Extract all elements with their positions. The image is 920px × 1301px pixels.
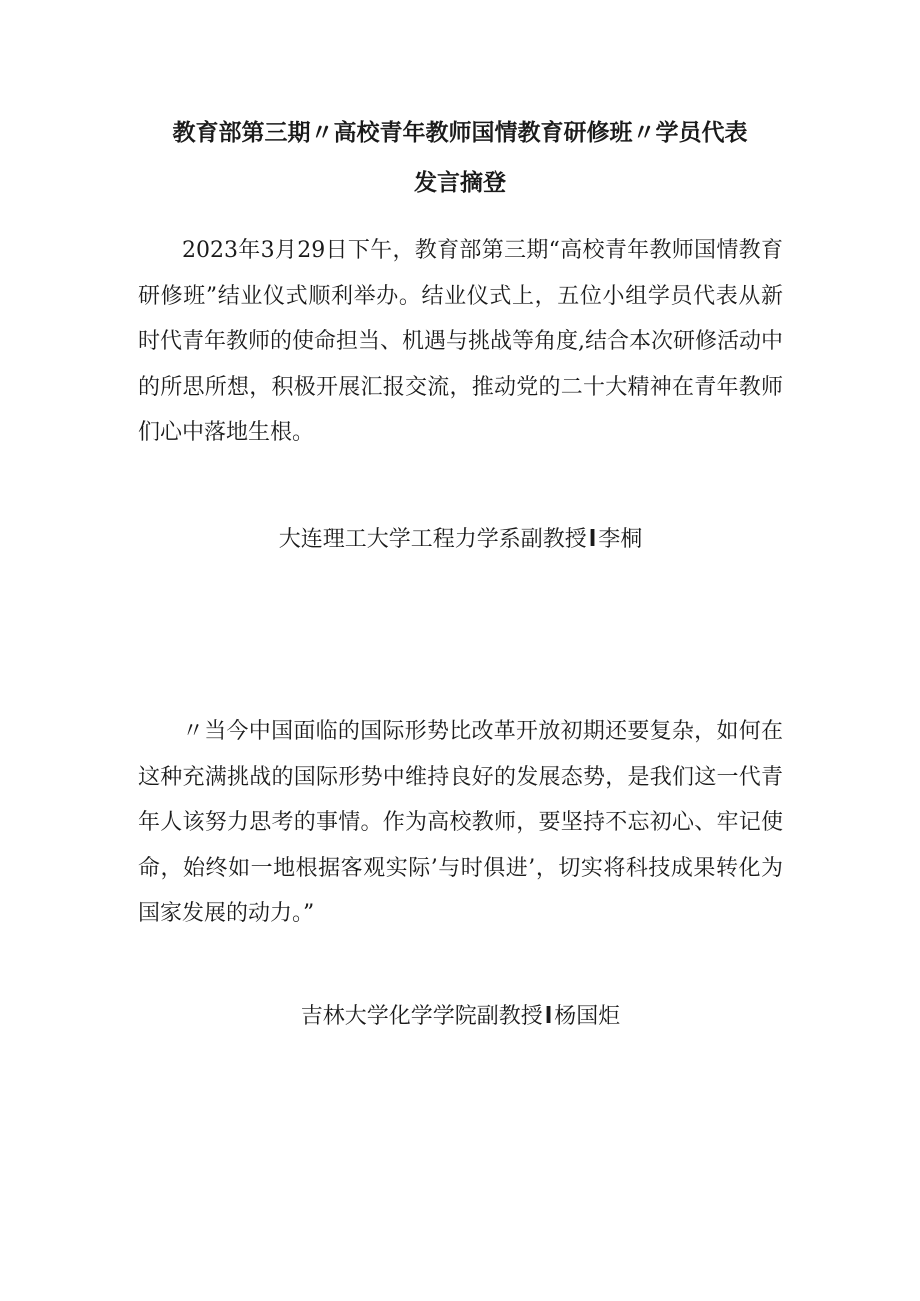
article-title-line-2: 发言摘登 <box>414 170 506 196</box>
speaker-byline-2 <box>138 997 783 1037</box>
speaker-affiliation: 吉林大学化学学院副教授 <box>300 1004 543 1029</box>
article-title-line-1: 教育部第三期〃高校青年教师国情教育研修班〃学员代表 <box>172 120 748 146</box>
speaker-affiliation: 大连理工大学工程力学系副教授 <box>278 527 587 552</box>
byline-separator: l <box>588 527 597 552</box>
intro-paragraph: 2023年3月29日下午，教育部第三期“高校青年教师国情教育研修班”结业仪式顺利举办。结业仪式上，五位小组学员代表从新时代青年教师的使命担当、机遇与挑战等角度,结合本次研修活动中的所思所想，积极开展汇报交流，推动党的二十大精神在青年教师们心中落地生根。 <box>138 238 783 445</box>
byline-separator: l <box>544 1004 553 1029</box>
speaker-name: 杨国炬 <box>554 1004 621 1029</box>
quote-paragraph-1: 〃当今中国面临的国际形势比改革开放初期还要复杂，如何在这种充满挑战的国际形势中维持良好的发展态势，是我们这一代青年人该努力思考的事情。作为高校教师，要坚持不忘初心、牢记使命，始终如一地根据客观实际’与时俱进’，切实将科技成果转化为国家发展的动力。” <box>138 719 783 926</box>
speaker-name: 李桐 <box>598 527 643 552</box>
speaker-byline-1 <box>138 520 783 560</box>
